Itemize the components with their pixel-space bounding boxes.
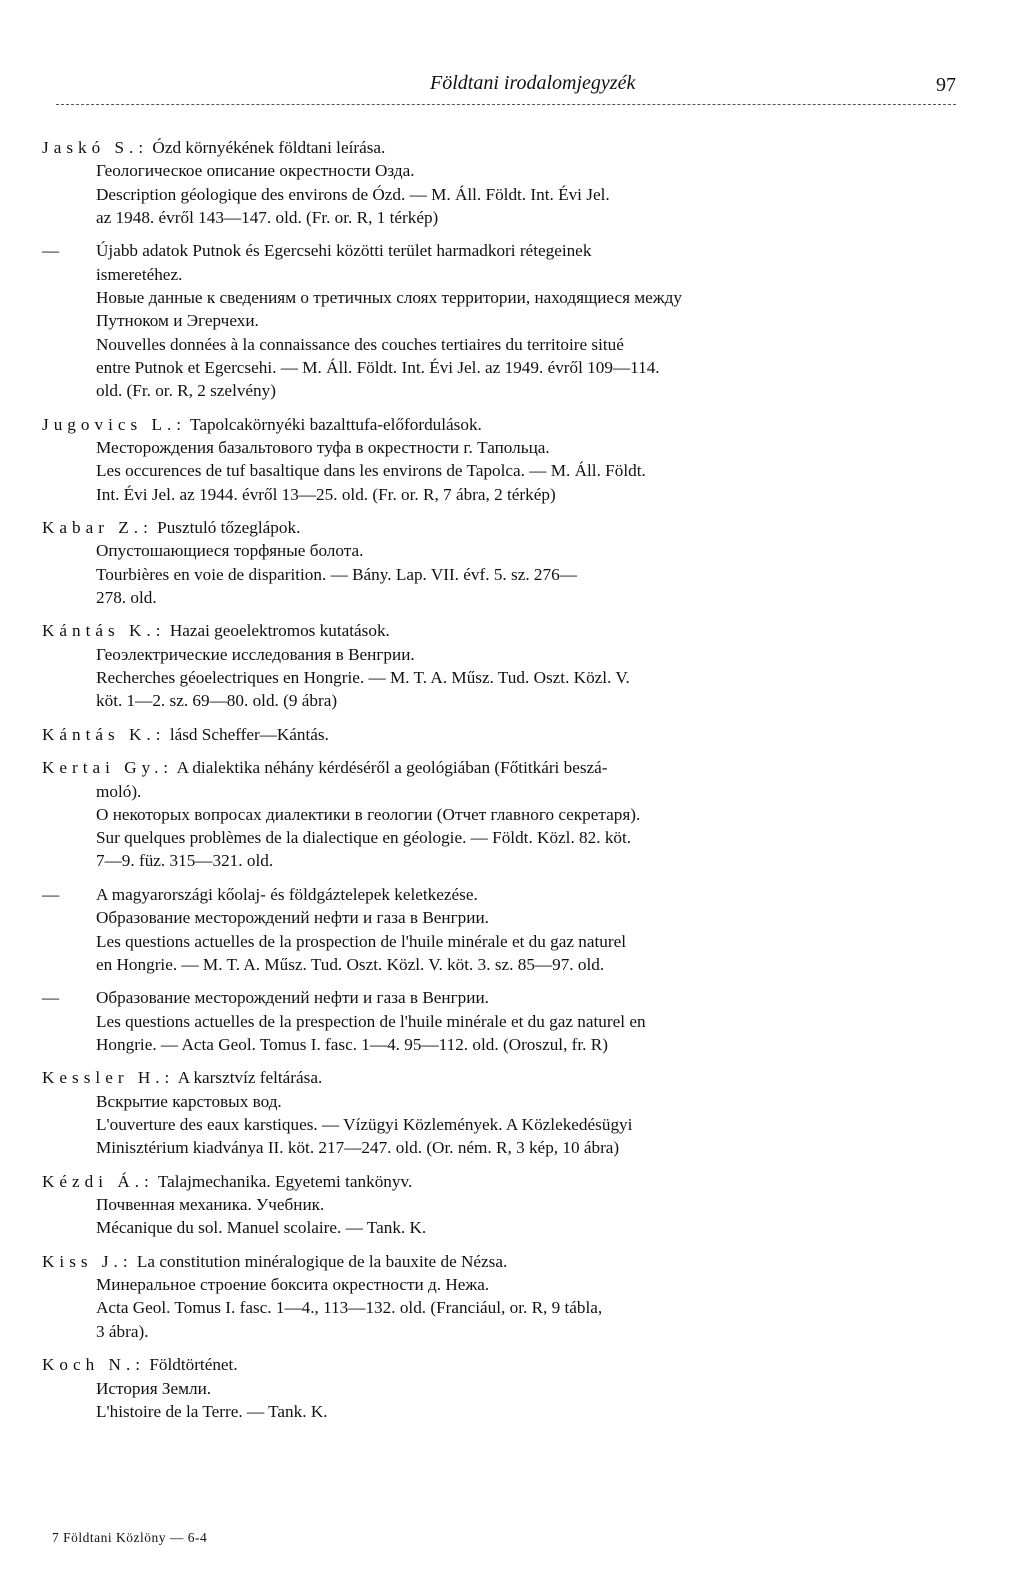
entry-line: [42, 263, 962, 286]
entry-line: [42, 1400, 962, 1423]
entry-line-text: Les questions actuelles de la prespection de l'huile minérale et du gaz naturel en: [96, 1011, 646, 1031]
entry-line-text: 278. old.: [96, 587, 157, 607]
entry-line: [42, 379, 962, 402]
entry-line-text: Pusztuló tőzeglápok.: [157, 518, 301, 538]
bibliography-entry: [42, 986, 962, 1056]
entry-line-text: A dialektika néhány kérdéséről a geológiában (Főtitkári beszá-: [176, 758, 608, 778]
bibliography-entry: [42, 516, 962, 609]
entry-author: Kántás K.:: [42, 621, 166, 641]
entry-author: Kessler H.:: [42, 1068, 175, 1088]
bibliography-entry: [42, 756, 962, 872]
entry-line: [42, 826, 962, 849]
entry-line: [42, 1170, 962, 1193]
entry-line: [42, 780, 962, 803]
entry-line-text: Tourbières en voie de disparition. — Bány. Lap. VII. évf. 5. sz. 276—: [96, 564, 577, 584]
entry-line-text: Talajmechanika. Egyetemi tankönyv.: [157, 1171, 413, 1191]
running-title: Földtani irodalomjegyzék: [430, 72, 636, 94]
bibliography-entry: [42, 136, 962, 229]
bibliography-entry: [42, 1066, 962, 1159]
entry-line-text: Les occurences de tuf basaltique dans les environs de Tapolca. — M. Áll. Földt.: [96, 461, 646, 481]
entry-line: [42, 159, 962, 182]
entry-line: [42, 1113, 962, 1136]
entry-author: Koch N.:: [42, 1355, 146, 1375]
entry-line: [42, 563, 962, 586]
entry-line-text: köt. 1—2. sz. 69—80. old. (9 ábra): [96, 691, 338, 711]
entry-line-text: moló).: [96, 781, 142, 801]
entry-author: Jaskó S.:: [42, 138, 149, 157]
entry-line-text: lásd Scheffer—Kántás.: [169, 724, 329, 744]
bibliography-list: [42, 136, 962, 1433]
entry-line-text: Образование месторождений нефти и газа в Венгрии.: [96, 908, 489, 928]
bibliography-entry: [42, 413, 962, 506]
entry-line: [42, 1090, 962, 1113]
entry-line-text: Sur quelques problèmes de la dialectique en géologie. — Földt. Közl. 82. köt.: [96, 828, 632, 848]
entry-line-text: Вскрытие карстовых вод.: [96, 1091, 282, 1111]
entry-line-text: L'ouverture des eaux karstiques. — Vízügyi Közlemények. A Közlekedésügyi: [96, 1114, 633, 1134]
entry-line: [42, 333, 962, 356]
entry-author: Kiss J.:: [42, 1251, 133, 1271]
bibliography-entry: [42, 883, 962, 976]
entry-line-text: Hazai geoelektromos kutatások.: [169, 621, 390, 641]
entry-line: [42, 286, 962, 309]
entry-line: [42, 1193, 962, 1216]
bibliography-entry: [42, 239, 962, 402]
entry-line-text: Новые данные к сведениям о третичных слоях территории, находящиеся между: [96, 287, 683, 307]
entry-line-text: az 1948. évről 143—147. old. (Fr. or. R, 1 térkép): [96, 207, 439, 227]
entry-line-text: entre Putnok et Egercsehi. — M. Áll. Földt. Int. Évi Jel. az 1949. évről 109—114.: [96, 357, 660, 377]
entry-line: [42, 619, 962, 642]
entry-line-text: Образование месторождений нефти и газа в Венгрии.: [96, 988, 489, 1008]
entry-line: [42, 356, 962, 379]
entry-line: [42, 309, 962, 332]
repeat-author-dash: —: [42, 884, 60, 904]
entry-line-text: A karsztvíz feltárása.: [177, 1068, 323, 1088]
entry-line: [42, 459, 962, 482]
entry-line: [42, 1296, 962, 1319]
entry-line-text: Int. Évi Jel. az 1944. évről 13—25. old. (Fr. or. R, 7 ábra, 2 térkép): [96, 484, 556, 504]
entry-line: [42, 883, 962, 906]
entry-author: Kézdi Á.:: [42, 1171, 154, 1191]
entry-author: Kántás K.:: [42, 724, 166, 744]
entry-line: [42, 516, 962, 539]
entry-line: [42, 1010, 962, 1033]
entry-line-text: La constitution minéralogique de la bauxite de Nézsa.: [136, 1251, 508, 1271]
entry-line-text: Mécanique du sol. Manuel scolaire. — Tank. K.: [96, 1218, 427, 1238]
entry-line-text: Ózd környékének földtani leírása.: [152, 138, 386, 157]
entry-line: [42, 1320, 962, 1343]
entry-line: [42, 986, 962, 1009]
repeat-author-dash: —: [42, 988, 60, 1008]
entry-line: [42, 1273, 962, 1296]
entry-line: [42, 483, 962, 506]
entry-line-text: A magyarországi kőolaj- és földgáztelepek keletkezése.: [96, 884, 478, 904]
repeat-author-dash: —: [42, 241, 60, 261]
entry-line: [42, 1216, 962, 1239]
entry-line-text: Recherches géoelectriques en Hongrie. — M. T. A. Műsz. Tud. Oszt. Közl. V.: [96, 667, 630, 687]
entry-line-text: Hongrie. — Acta Geol. Tomus I. fasc. 1—4. 95—112. old. (Oroszul, fr. R): [96, 1034, 608, 1054]
entry-line: [42, 1250, 962, 1273]
entry-line: [42, 1066, 962, 1089]
page-number: 97: [936, 74, 956, 96]
entry-author: Kertai Gy.:: [42, 758, 174, 778]
entry-line: [42, 953, 962, 976]
entry-author: Kabar Z.:: [42, 518, 153, 538]
header-rule: [56, 104, 956, 105]
entry-line-text: Геоэлектрические исследования в Венгрии.: [96, 644, 415, 664]
entry-line-text: Опустошающиеся торфяные болота.: [96, 541, 364, 561]
entry-line-text: О некоторых вопросах диалектики в геологии (Отчет главного секретаря).: [96, 804, 641, 824]
entry-line: [42, 756, 962, 779]
entry-line: [42, 643, 962, 666]
entry-line: [42, 1377, 962, 1400]
bibliography-entry: [42, 619, 962, 712]
entry-line: [42, 1033, 962, 1056]
entry-line: [42, 666, 962, 689]
entry-line-text: 7—9. füz. 315—321. old.: [96, 851, 274, 871]
page-footer: 7 Földtani Közlöny — 6-4: [52, 1530, 208, 1545]
entry-line-text: en Hongrie. — M. T. A. Műsz. Tud. Oszt. Közl. V. köt. 3. sz. 85—97. old.: [96, 954, 605, 974]
entry-line-text: История Земли.: [96, 1378, 212, 1398]
entry-line-text: Геологическое описание окрестности Озда.: [96, 161, 415, 181]
bibliography-entry: [42, 1170, 962, 1240]
entry-line-text: ismeretéhez.: [96, 264, 183, 284]
bibliography-entry: [42, 723, 962, 746]
entry-line-text: Les questions actuelles de la prospection de l'huile minérale et du gaz naturel: [96, 931, 626, 951]
entry-line: [42, 413, 962, 436]
entry-line-text: Újabb adatok Putnok és Egercsehi közötti terület harmadkori rétegeinek: [96, 241, 592, 261]
bibliography-entry: [42, 1250, 962, 1343]
entry-author: Jugovics L.:: [42, 414, 187, 434]
entry-line-text: Földtörténet.: [149, 1355, 238, 1375]
entry-line: [42, 689, 962, 712]
entry-line: [42, 206, 962, 229]
entry-line: [42, 906, 962, 929]
entry-line: [42, 1353, 962, 1376]
entry-line: [42, 436, 962, 459]
entry-line-text: Description géologique des environs de Ózd. — M. Áll. Földt. Int. Évi Jel.: [96, 184, 610, 204]
entry-line: [42, 183, 962, 206]
entry-line: [42, 539, 962, 562]
entry-line: [42, 930, 962, 953]
entry-line-text: Minisztérium kiadványa II. köt. 217—247. old. (Or. ném. R, 3 kép, 10 ábra): [96, 1138, 620, 1158]
entry-line: [42, 803, 962, 826]
entry-line-text: Nouvelles données à la connaissance des couches tertiaires du territoire situé: [96, 334, 624, 354]
bibliography-entry: [42, 1353, 962, 1423]
entry-line-text: L'histoire de la Terre. — Tank. K.: [96, 1401, 328, 1421]
entry-line-text: 3 ábra).: [96, 1321, 149, 1341]
entry-line-text: Путноком и Эгерчехи.: [96, 311, 259, 331]
entry-line: [42, 136, 962, 159]
entry-line-text: Почвенная механика. Учебник.: [96, 1195, 325, 1215]
entry-line: [42, 723, 962, 746]
entry-line: [42, 849, 962, 872]
entry-line-text: Минеральное строение боксита окрестности д. Нежа.: [96, 1275, 490, 1295]
entry-line: [42, 586, 962, 609]
entry-line-text: Tapolcakörnyéki bazalttufa-előfordulások.: [190, 414, 482, 434]
page-header: [56, 72, 956, 106]
entry-line-text: Месторождения базальтового туфа в окрестности г. Тапольца.: [96, 437, 550, 457]
entry-line-text: Acta Geol. Tomus I. fasc. 1—4., 113—132. old. (Franciául, or. R, 9 tábla,: [96, 1298, 603, 1318]
entry-line-text: old. (Fr. or. R, 2 szelvény): [96, 381, 276, 401]
entry-line: [42, 1136, 962, 1159]
entry-line: [42, 239, 962, 262]
